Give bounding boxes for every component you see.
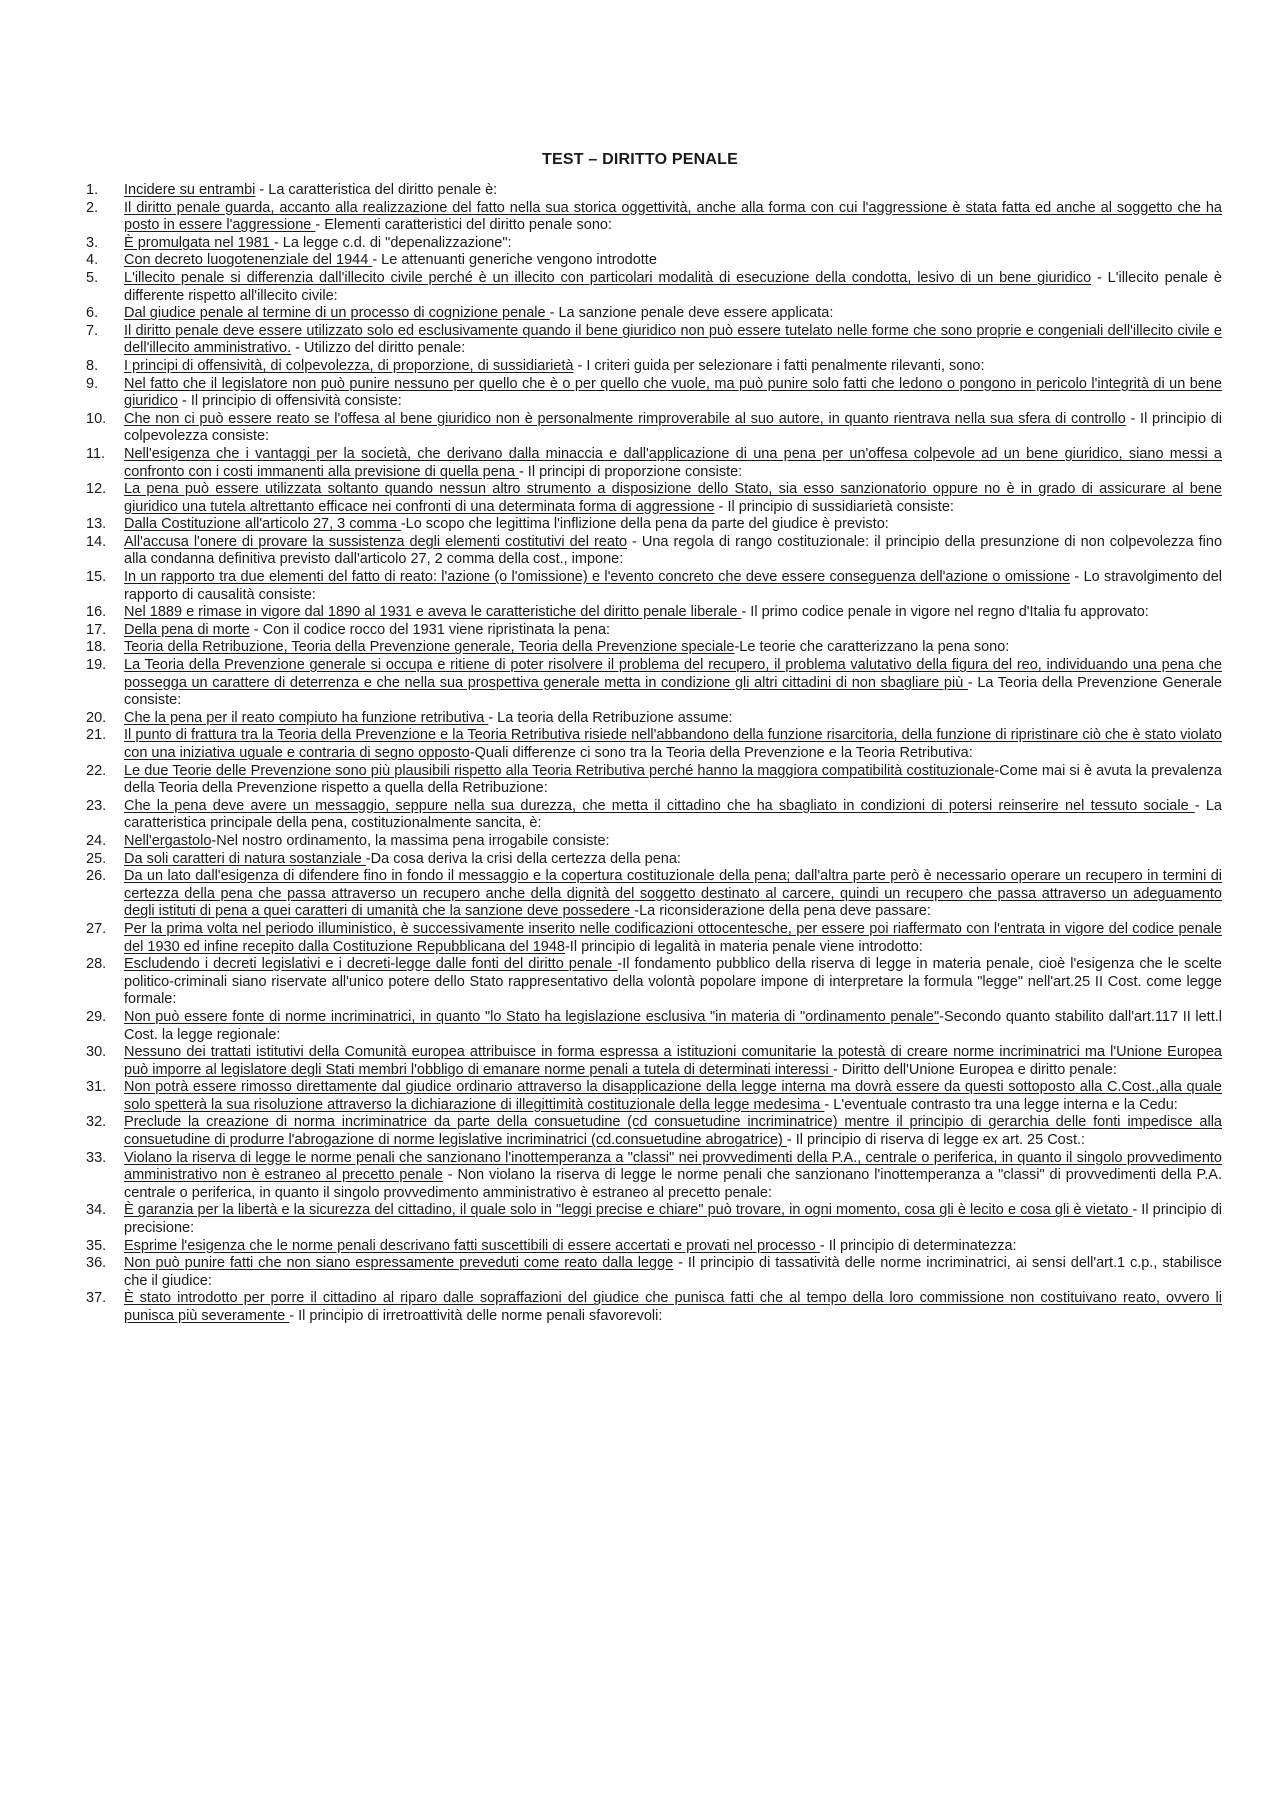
item-question: - Il principio di sussidiarietà consiste:	[714, 498, 954, 515]
item-question: - Il principio di determinatezza:	[819, 1237, 1017, 1254]
item-answer: Incidere su entrambi	[124, 182, 256, 198]
item-answer: Della pena di morte	[124, 621, 250, 638]
item-answer: Escludendo i decreti legislativi e i decreti-legge dalle fonti del diritto penale	[124, 956, 618, 973]
item-answer: All'accusa l'onere di provare la sussistenza degli elementi costitutivi del reato	[124, 533, 628, 550]
item-question: - La caratteristica del diritto penale è:	[255, 182, 498, 198]
item-answer: È stato introdotto per porre il cittadino al riparo dalle sopraffazioni del giudice che punisca fatti che al tempo della loro commissione non costituivano reato, ovvero li punisca più severamente	[124, 1290, 1222, 1324]
list-item	[86, 1009, 1222, 1044]
item-number: 31.	[86, 1079, 107, 1096]
item-answer: Da soli caratteri di natura sostanziale	[124, 850, 366, 867]
item-answer: L'illecito penale si differenzia dall'illecito civile perché è un illecito con particolari modalità di esecuzione della condotta, lesivo di un bene giuridico	[124, 269, 1092, 286]
item-number: 23.	[86, 797, 107, 814]
item-number: 4.	[86, 252, 99, 269]
item-question: - Con il codice rocco del 1931 viene ripristinata la pena:	[249, 621, 611, 638]
item-question: - Non violano la riserva di legge le norme penali che sanzionano l'inottemperanza a "classi" di provvedimenti della P.A. centrale o periferica, in quanto il singolo provvedimento amministrativo è estraneo al precetto penale:	[124, 1167, 1222, 1201]
list-item	[86, 622, 1222, 640]
list-item	[86, 727, 1222, 762]
item-number: 12.	[86, 481, 107, 498]
item-question: - La Teoria della Prevenzione Generale consiste:	[124, 674, 1222, 709]
item-answer: La Teoria della Prevenzione generale si occupa e ritiene di poter risolvere il problema del recupero, il problema valutativo della figura del reo, individuando una pena che possegga un carattere di deterrenza e che nella sua prospettiva generale metta in condizione gli altri cittadini di non sbagliare più	[124, 657, 1222, 691]
item-answer: Nell'ergastolo	[124, 832, 212, 849]
item-number: 5.	[86, 269, 99, 286]
item-question: -Come mai si è avuta la prevalenza della Teoria della Prevenzione rispetto a quella della Retribuzione:	[124, 762, 1222, 797]
item-question: - L'illecito penale è differente rispetto all'illecito civile:	[124, 269, 1222, 304]
item-number: 20.	[86, 709, 107, 726]
list-item	[86, 516, 1222, 534]
item-number: 21.	[86, 727, 107, 744]
item-answer: Il punto di frattura tra la Teoria della Prevenzione e la Teoria Retributiva risiede nell'abbandono della funzione risarcitoria, della funzione di ripristinare ciò che è stato violato con una iniziativa uguale e contraria di segno opposto	[124, 727, 1222, 761]
item-number: 32.	[86, 1114, 107, 1131]
item-question: -Lo scopo che legittima l'inflizione della pena da parte del giudice è previsto:	[400, 516, 889, 533]
item-number: 37.	[86, 1290, 107, 1307]
item-answer: Nessuno dei trattati istitutivi della Comunità europea attribuisce in forma espressa a istituzioni comunitarie la potestà di creare norme incriminatrici ma l'Unione Europea può imporre al legislatore degli Stati membri l'obbligo di emanare norme penali a tutela di determinati interessi	[124, 1044, 1222, 1078]
item-answer: In un rapporto tra due elementi del fatto di reato: l'azione (o l'omissione) e l'evento concreto che deve essere conseguenza dell'azione o omissione	[124, 569, 1071, 586]
item-answer: Violano la riserva di legge le norme penali che sanzionano l'inottemperanza a "classi" nei provvedimenti della P.A., centrale o periferica, in quanto il singolo provvedimento amministrativo non è estraneo al precetto penale	[124, 1149, 1222, 1184]
list-item	[86, 956, 1222, 1009]
item-question: - Il principio di tassatività delle norme incriminatrici, ai sensi dell'art.1 c.p., stabilisce che il giudice:	[124, 1255, 1222, 1289]
list-item	[86, 252, 1222, 270]
item-question: - Il principio di offensività consiste:	[178, 393, 402, 410]
item-number: 30.	[86, 1044, 107, 1061]
list-item	[86, 323, 1222, 358]
list-item	[86, 921, 1222, 956]
list-item	[86, 868, 1222, 921]
item-answer: Nel 1889 e rimase in vigore dal 1890 al 1931 e aveva le caratteristiche del diritto penale liberale	[124, 604, 742, 621]
item-question: - Le attenuanti generiche vengono introdotte	[372, 252, 657, 269]
list-item	[86, 182, 1222, 200]
item-question: - Il primo codice penale in vigore nel regno d'Italia fu approvato:	[741, 604, 1149, 621]
list-item	[86, 657, 1222, 710]
item-answer: Esprime l'esigenza che le norme penali descrivano fatti suscettibili di essere accertati e provati nel processo	[124, 1237, 820, 1254]
list-item	[86, 710, 1222, 728]
item-answer: Da un lato dall'esigenza di difendere fino in fondo il messaggio e la copertura costituzionale della pena; dall'altra parte però è necessario operare un recupero in termini di certezza della pena che passa attraverso un recupero anche della dignità del soggetto destinato al carcere, quindi un recupero che passa attraverso un adeguamento degli istituti di pena a quei caratteri di umanità che la sanzione deve possedere	[124, 868, 1222, 920]
list-item	[86, 305, 1222, 323]
item-number: 16.	[86, 604, 107, 621]
list-item	[86, 376, 1222, 411]
question-list	[86, 182, 1222, 1326]
item-number: 24.	[86, 832, 107, 849]
item-number: 10.	[86, 410, 107, 427]
item-answer: Non può punire fatti che non siano espressamente preveduti come reato dalla legge	[124, 1255, 674, 1272]
item-number: 13.	[86, 516, 107, 533]
item-question: - Il principio di colpevolezza consiste:	[124, 410, 1222, 445]
item-number: 11.	[86, 445, 106, 462]
item-question: - La legge c.d. di "depenalizzazione":	[273, 234, 512, 251]
item-question: -Da cosa deriva la crisi della certezza della pena:	[365, 850, 681, 867]
item-number: 34.	[86, 1202, 107, 1219]
list-item	[86, 411, 1222, 446]
item-question: - La caratteristica principale della pena, costituzionalmente sancita, è:	[124, 797, 1222, 832]
item-number: 3.	[86, 234, 99, 251]
list-item	[86, 639, 1222, 657]
list-item	[86, 358, 1222, 376]
item-number: 6.	[86, 305, 99, 322]
item-number: 18.	[86, 639, 107, 656]
list-item	[86, 1114, 1222, 1149]
item-question: -Quali differenze ci sono tra la Teoria della Prevenzione e la Teoria Retributiva:	[469, 745, 973, 761]
item-answer: Con decreto luogotenenziale del 1944	[124, 252, 373, 269]
list-item	[86, 1255, 1222, 1290]
item-number: 15.	[86, 569, 107, 586]
item-answer: I principi di offensività, di colpevolezza, di proporzione, di sussidiarietà	[124, 357, 574, 374]
item-question: -Secondo quanto stabilito dall'art.117 II lett.l Cost. la legge regionale:	[124, 1008, 1222, 1043]
list-item	[86, 851, 1222, 869]
item-answer: Che la pena per il reato compiuto ha funzione retributiva	[124, 709, 489, 726]
item-answer: Non potrà essere rimosso direttamente dal giudice ordinario attraverso la disapplicazione della legge interna ma dovrà essere da questi sottoposto alla C.Cost.,alla quale solo spetterà la sua risoluzione attraverso la dichiarazione di illegittimità costituzionale della legge medesima	[124, 1079, 1222, 1113]
item-number: 7.	[86, 322, 99, 339]
list-item	[86, 833, 1222, 851]
list-item	[86, 798, 1222, 833]
item-question: - I criteri guida per selezionare i fatti penalmente rilevanti, sono:	[573, 357, 985, 374]
item-number: 14.	[86, 533, 107, 550]
item-question: - Il principio di precisione:	[124, 1202, 1222, 1237]
item-number: 22.	[86, 762, 107, 779]
item-question: -La riconsiderazione della pena deve passare:	[634, 903, 931, 920]
item-number: 29.	[86, 1008, 107, 1025]
item-answer: Il diritto penale deve essere utilizzato solo ed esclusivamente quando il bene giuridico non può essere tutelato nelle forme che sono proprie e congeniali dell'illecito civile e dell'illecito amministrativo.	[124, 322, 1222, 357]
list-item	[86, 1044, 1222, 1079]
list-item	[86, 1150, 1222, 1203]
item-answer: Dal giudice penale al termine di un processo di cognizione penale	[124, 305, 550, 322]
item-question: - La teoria della Retribuzione assume:	[488, 709, 733, 726]
item-question: -Il fondamento pubblico della riserva di legge in materia penale, cioè l'esigenza che le scelte politico-criminali siano riservate all'unico potere dello Stato rappresentativo della volontà popolare impone di interpretare la formula "legge" nell'art.25 II Cost. come legge formale:	[124, 956, 1222, 1008]
item-number: 17.	[86, 621, 107, 638]
item-answer: Nell'esigenza che i vantaggi per la società, che derivano dalla minaccia e dall'applicazione di una pena per un'offesa colpevole ad un bene giuridico, siano messi a confronto con i costi immanenti alla previsione di quella pena	[124, 445, 1222, 480]
item-question: - Diritto dell'Unione Europea e diritto penale:	[832, 1061, 1117, 1078]
item-question: -Il principio di legalità in materia penale viene introdotto:	[564, 938, 923, 955]
item-question: - Il principio di irretroattività delle norme penali sfavorevoli:	[289, 1308, 663, 1324]
item-question: - Elementi caratteristici del diritto penale sono:	[315, 217, 612, 234]
list-item	[86, 534, 1222, 569]
list-item	[86, 763, 1222, 798]
list-item	[86, 235, 1222, 253]
item-question: - Il principi di proporzione consiste:	[518, 463, 743, 480]
item-answer: La pena può essere utilizzata soltanto quando nessun altro strumento a disposizione dello Stato, sia esso sanzionatorio oppure no è in grado di assicurare al bene giuridico una tutela altrettanto efficace nei confronti di una determinata forma di aggressione	[124, 481, 1222, 515]
item-number: 27.	[86, 920, 107, 937]
item-number: 1.	[86, 182, 99, 198]
item-number: 26.	[86, 868, 107, 885]
list-item	[86, 1290, 1222, 1325]
item-answer: Le due Teorie delle Prevenzione sono più plausibili rispetto alla Teoria Retributiva perché hanno la maggiora compatibilità costituzionale	[124, 762, 995, 779]
item-number: 36.	[86, 1255, 107, 1272]
item-answer: Non può essere fonte di norme incriminatrici, in quanto "lo Stato ha legislazione esclusiva "in materia di "ordinamento penale"	[124, 1008, 940, 1025]
item-question: - Il principio di riserva di legge ex art. 25 Cost.:	[786, 1132, 1086, 1149]
item-question: -Nel nostro ordinamento, la massima pena irrogabile consiste:	[211, 832, 610, 849]
list-item	[86, 1079, 1222, 1114]
item-answer: Il diritto penale guarda, accanto alla realizzazione del fatto nella sua storica oggettività, anche alla forma con cui l'aggressione è stata fatta ed anche al soggetto che ha posto in essere l'aggressione	[124, 199, 1222, 234]
item-number: 28.	[86, 956, 107, 973]
item-number: 2.	[86, 199, 99, 216]
list-item	[86, 270, 1222, 305]
item-answer: Preclude la creazione di norma incriminatrice da parte della consuetudine (cd consuetudine incriminatrice) mentre il principio di gerarchia delle fonti impedisce alla consuetudine di produrre l'abrogazione di norme legislative incriminatrici (cd.consuetudine abrogatrice)	[124, 1114, 1222, 1149]
list-item	[86, 481, 1222, 516]
item-answer: È garanzia per la libertà e la sicurezza del cittadino, il quale solo in "leggi precise e chiare" può trovare, in ogni momento, cosa gli è lecito e cosa gli è vietato	[124, 1202, 1133, 1219]
item-question: - Una regola di rango costituzionale: il principio della presunzione di non colpevolezza fino alla condanna definitiva previsto dall'articolo 27, 2 comma della cost., impone:	[124, 533, 1223, 568]
item-answer: È promulgata nel 1981	[124, 234, 274, 251]
list-item	[86, 604, 1222, 622]
item-number: 25.	[86, 850, 107, 867]
item-question: - La sanzione penale deve essere applicata:	[549, 305, 834, 322]
item-number: 35.	[86, 1237, 107, 1254]
item-number: 8.	[86, 357, 99, 374]
page-title: TEST – DIRITTO PENALE	[542, 151, 738, 168]
list-item	[86, 446, 1222, 481]
item-number: 33.	[86, 1149, 107, 1166]
item-question: -Le teorie che caratterizzano la pena sono:	[734, 639, 1010, 656]
item-answer: Dalla Costituzione all'articolo 27, 3 comma	[124, 516, 401, 533]
item-answer: Che la pena deve avere un messaggio, seppure nella sua durezza, che metta il cittadino che ha sbagliato in condizioni di potersi reinserire nel tessuto sociale	[124, 797, 1195, 814]
item-answer: Nel fatto che il legislatore non può punire nessuno per quello che è o per quello che vuole, ma può punire solo fatti che ledono o pongono in pericolo l'integrità di un bene giuridico	[124, 375, 1222, 410]
item-answer: Per la prima volta nel periodo illuministico, è successivamente inserito nelle codificazioni ottocentesche, per essere poi riaffermato con l'entrata in vigore del codice penale del 1930 ed infine recepito dalla Costituzione Repubblicana del 1948	[124, 920, 1222, 955]
item-number: 19.	[86, 657, 107, 674]
list-item	[86, 569, 1222, 604]
list-item	[86, 1238, 1222, 1256]
item-question: - Utilizzo del diritto penale:	[291, 340, 466, 357]
item-question: - Lo stravolgimento del rapporto di causalità consiste:	[124, 569, 1222, 603]
item-answer: Teoria della Retribuzione, Teoria della Prevenzione generale, Teoria della Prevenzione speciale	[124, 639, 735, 656]
list-item	[86, 200, 1222, 235]
list-item	[86, 1202, 1222, 1237]
item-question: - L'eventuale contrasto tra una legge interna e la Cedu:	[824, 1096, 1178, 1113]
item-answer: Che non ci può essere reato se l'offesa al bene giuridico non è personalmente rimproverabile al suo autore, in quanto rientrava nella sua sfera di controllo	[124, 410, 1126, 427]
item-number: 9.	[86, 375, 99, 392]
